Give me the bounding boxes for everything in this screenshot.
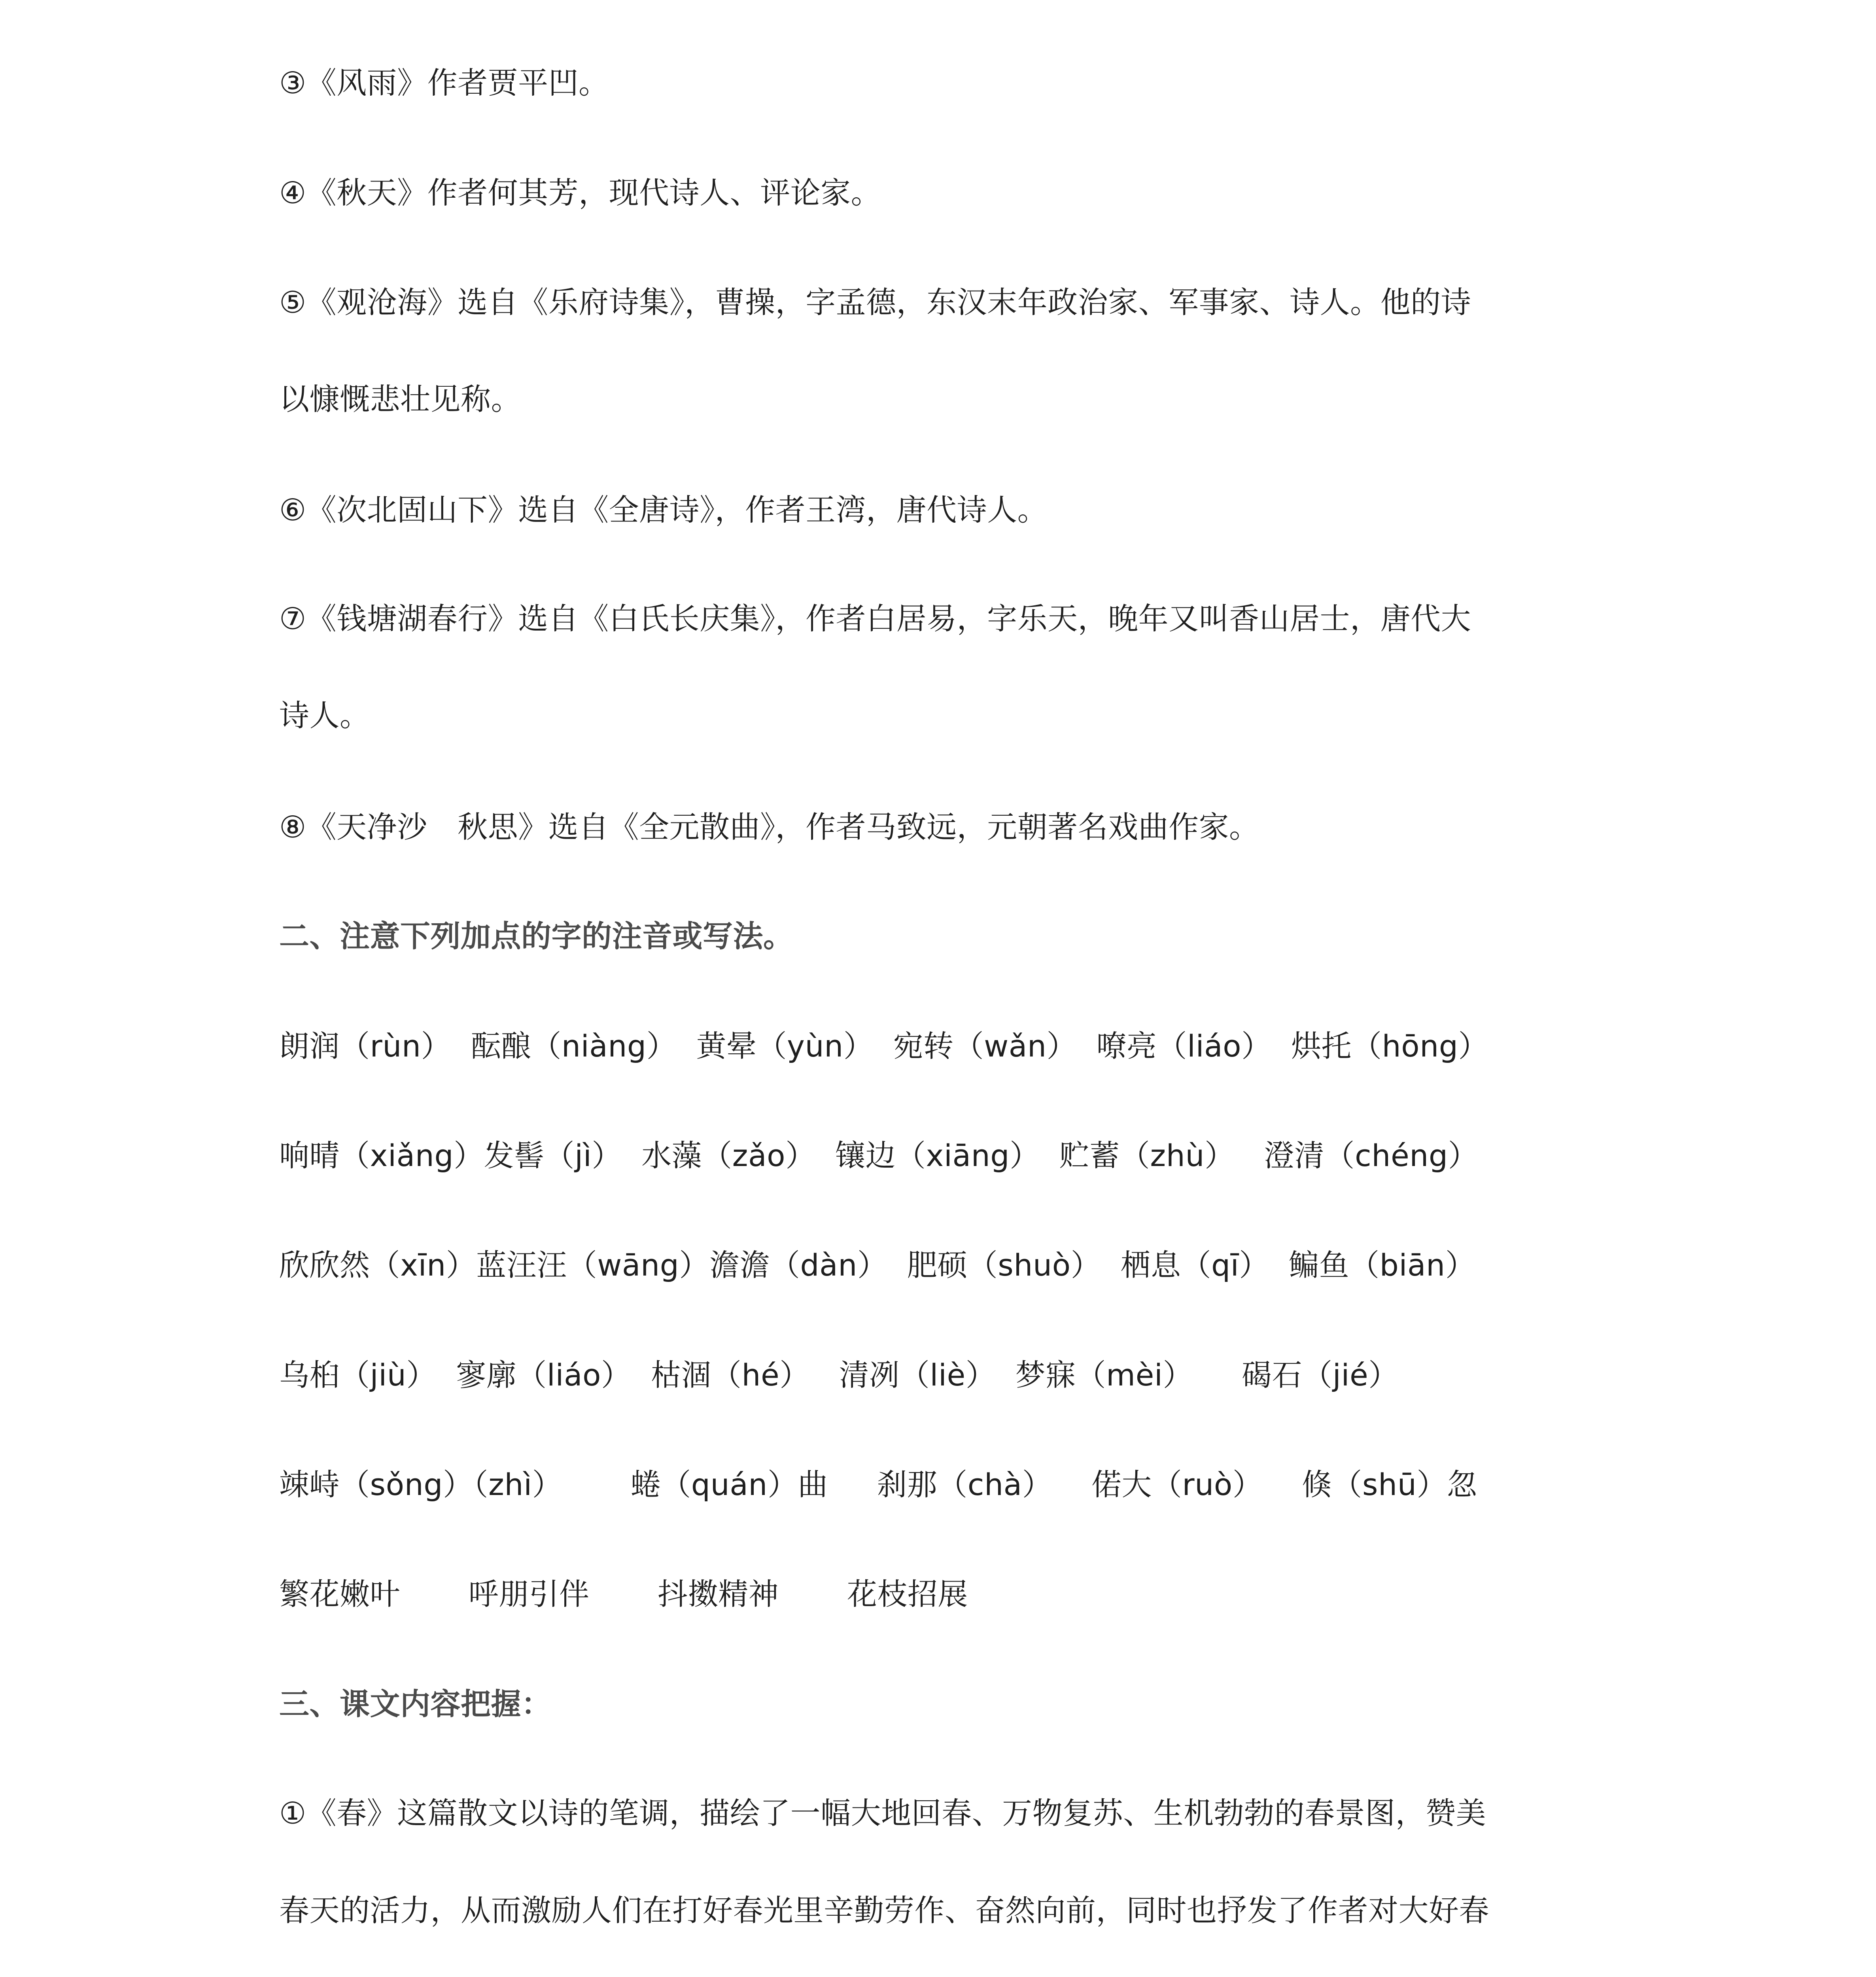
text-line: 繁花嫩叶 呼朋引伴 抖擞精神 花枝招展 <box>279 1576 968 1612</box>
text-line: 欣欣然（xīn）蓝汪汪（wāng）澹澹（dàn） 肥硕（shuò） 栖息（qī） 鳊鱼（biān） <box>279 1247 1476 1283</box>
text-line: ⑧《天净沙 秋思》选自《全元散曲》，作者马致远，元朝著名戏曲作家。 <box>279 809 1259 845</box>
text-line: ⑤《观沧海》选自《乐府诗集》，曹操，字孟德，东汉末年政治家、军事家、诗人。他的诗 <box>279 285 1471 320</box>
text-line: ⑦《钱塘湖春行》选自《白氏长庆集》，作者白居易，字乐天，晚年又叫香山居士，唐代大 <box>279 601 1471 636</box>
text-line: 以慷慨悲壮见称。 <box>279 382 521 417</box>
text-line: 竦峙（sǒng）（zhì） 蜷（quán）曲 刹那（chà） 偌大（ruò） 倏（shū）忽 <box>279 1467 1477 1502</box>
section-heading: 三、课文内容把握： <box>279 1686 552 1722</box>
text-line: 春天的活力，从而激励人们在打好春光里辛勤劳作、奋然向前，同时也抒发了作者对大好春 <box>279 1893 1489 1928</box>
text-line: 响晴（xiǎng）发髻（jì） 水藻（zǎo） 镶边（xiāng） 贮蓄（zhù） 澄清（chéng） <box>279 1138 1479 1173</box>
text-line: 乌桕（jiù） 寥廓（liáo） 枯涸（hé） 清冽（liè） 梦寐（mèi） 碣石（jié） <box>279 1357 1399 1393</box>
text-line: 诗人。 <box>279 698 370 733</box>
text-line: ④《秋天》作者何其芳，现代诗人、评论家。 <box>279 175 881 210</box>
section-heading: 二、注意下列加点的字的注音或写法。 <box>279 919 794 954</box>
text-line: ⑥《次北固山下》选自《全唐诗》，作者王湾，唐代诗人。 <box>279 492 1048 527</box>
text-line: 朗润（rùn） 酝酿（niàng） 黄晕（yùn） 宛转（wǎn） 嘹亮（liáo） 烘托（hōng） <box>279 1028 1489 1064</box>
text-line: ③《风雨》作者贾平凹。 <box>279 65 609 100</box>
text-line: ①《春》这篇散文以诗的笔调，描绘了一幅大地回春、万物复苏、生机勃勃的春景图，赞美 <box>279 1796 1486 1831</box>
